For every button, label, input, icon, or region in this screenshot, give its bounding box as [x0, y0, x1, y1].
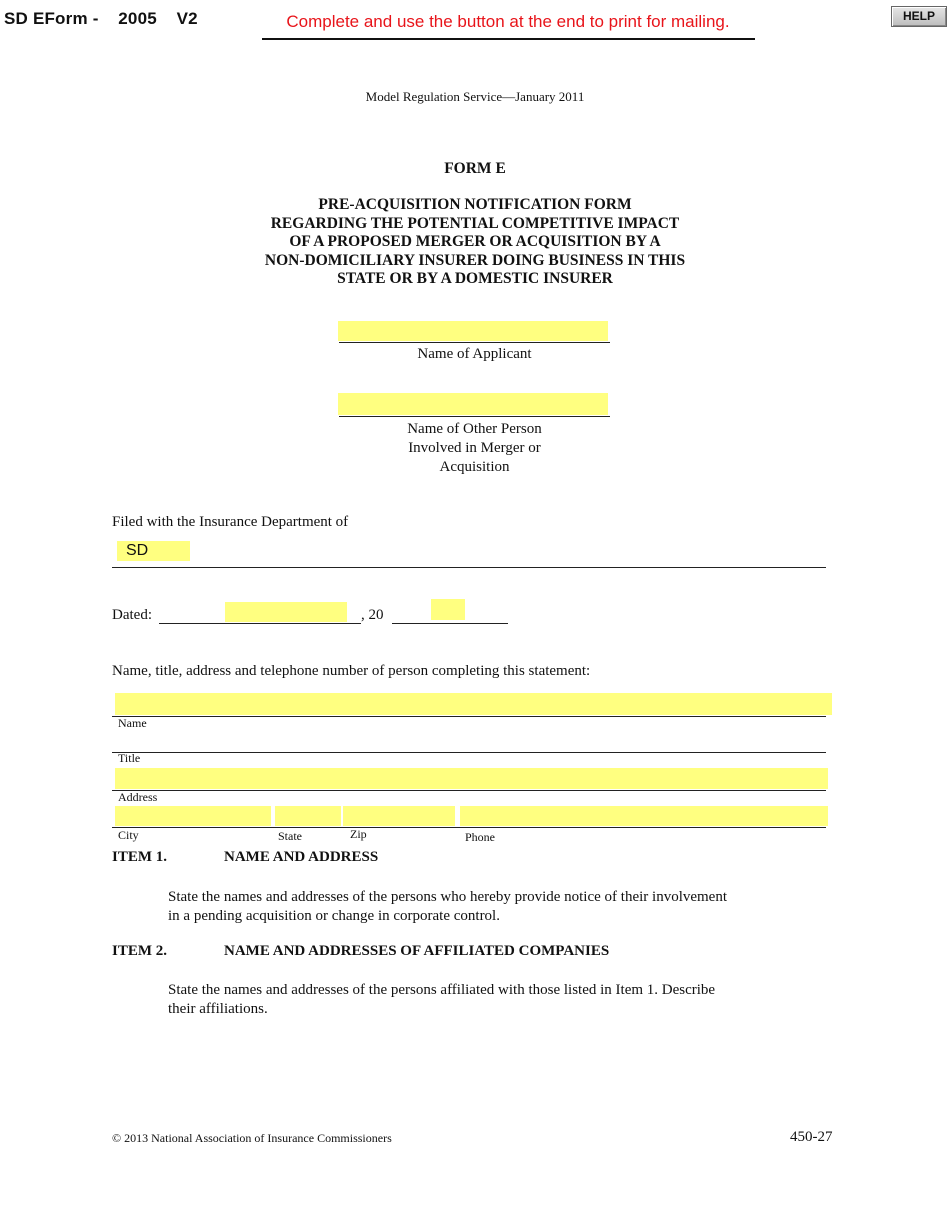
form-title-line: OF A PROPOSED MERGER OR ACQUISITION BY A	[289, 233, 661, 250]
filed-with-label: Filed with the Insurance Department of	[112, 514, 349, 530]
other-person-label-line: Acquisition	[439, 459, 510, 475]
eform-title: SD EForm - 2005 V2	[4, 9, 198, 28]
item1-body-line: in a pending acquisition or change in corporate control.	[168, 907, 500, 924]
contact-name-input[interactable]	[115, 693, 832, 715]
service-line: Model Regulation Service—January 2011	[365, 89, 585, 104]
other-person-underline	[339, 416, 610, 417]
person-statement-label: Name, title, address and telephone number of person completing this statement:	[112, 663, 591, 679]
item2-body-line: their affiliations.	[168, 1000, 268, 1017]
contact-title-input[interactable]	[115, 733, 826, 751]
contact-state-label: State	[278, 829, 302, 843]
contact-title-label: Title	[118, 751, 141, 765]
contact-address-input[interactable]	[115, 768, 828, 789]
instruction-underline	[262, 38, 755, 40]
year-prefix: , 20	[361, 607, 384, 623]
contact-state-input[interactable]	[275, 806, 341, 826]
contact-city-input[interactable]	[115, 806, 271, 826]
item1-body-line: State the names and addresses of the persons who hereby provide notice of their involvement	[168, 889, 728, 905]
form-label: FORM E	[444, 160, 506, 177]
item2-body-line: State the names and addresses of the persons affiliated with those listed in Item 1. Describe	[168, 982, 716, 998]
form-title-line: STATE OR BY A DOMESTIC INSURER	[337, 270, 613, 287]
item1-heading: NAME AND ADDRESS	[224, 849, 379, 865]
date-input[interactable]	[225, 602, 347, 622]
print-instruction: Complete and use the button at the end to print for mailing.	[286, 12, 730, 31]
title-underline	[112, 752, 826, 753]
item2-body	[168, 981, 715, 1018]
item1-number: ITEM 1.	[112, 849, 168, 865]
city-row-underline	[112, 827, 826, 828]
year-underline	[392, 623, 508, 624]
contact-phone-input[interactable]	[460, 806, 828, 826]
address-underline	[112, 790, 826, 791]
state-input[interactable]	[117, 541, 190, 561]
form-title-line: NON-DOMICILIARY INSURER DOING BUSINESS IN THIS	[264, 251, 686, 269]
form-title	[0, 196, 950, 289]
date-underline	[159, 623, 361, 624]
year-input[interactable]	[431, 599, 465, 620]
other-person-label-line: Involved in Merger or	[408, 440, 541, 456]
other-person-label	[339, 420, 610, 477]
other-person-label-line: Name of Other Person	[407, 421, 542, 437]
applicant-underline	[339, 342, 610, 343]
applicant-label: Name of Applicant	[417, 346, 532, 362]
name-underline	[112, 716, 826, 717]
footer-copyright: © 2013 National Association of Insurance Commissioners	[112, 1131, 392, 1145]
form-title-line: PRE-ACQUISITION NOTIFICATION FORM	[318, 196, 632, 213]
contact-name-label: Name	[118, 716, 147, 730]
page-number: 450-27	[790, 1129, 833, 1145]
contact-address-label: Address	[118, 790, 158, 804]
contact-zip-input[interactable]	[343, 806, 455, 826]
item2-number: ITEM 2.	[112, 943, 168, 959]
applicant-name-input[interactable]	[338, 321, 608, 341]
item2-heading: NAME AND ADDRESSES OF AFFILIATED COMPANIES	[224, 943, 610, 959]
contact-zip-label: Zip	[350, 827, 367, 841]
other-person-input[interactable]	[338, 393, 608, 415]
item1-body	[168, 888, 727, 925]
form-title-line: REGARDING THE POTENTIAL COMPETITIVE IMPACT	[270, 214, 680, 232]
contact-phone-label: Phone	[465, 830, 495, 844]
contact-city-label: City	[118, 828, 139, 842]
dated-label: Dated:	[112, 607, 152, 623]
state-underline	[112, 567, 826, 568]
help-button[interactable]: HELP	[891, 6, 947, 27]
